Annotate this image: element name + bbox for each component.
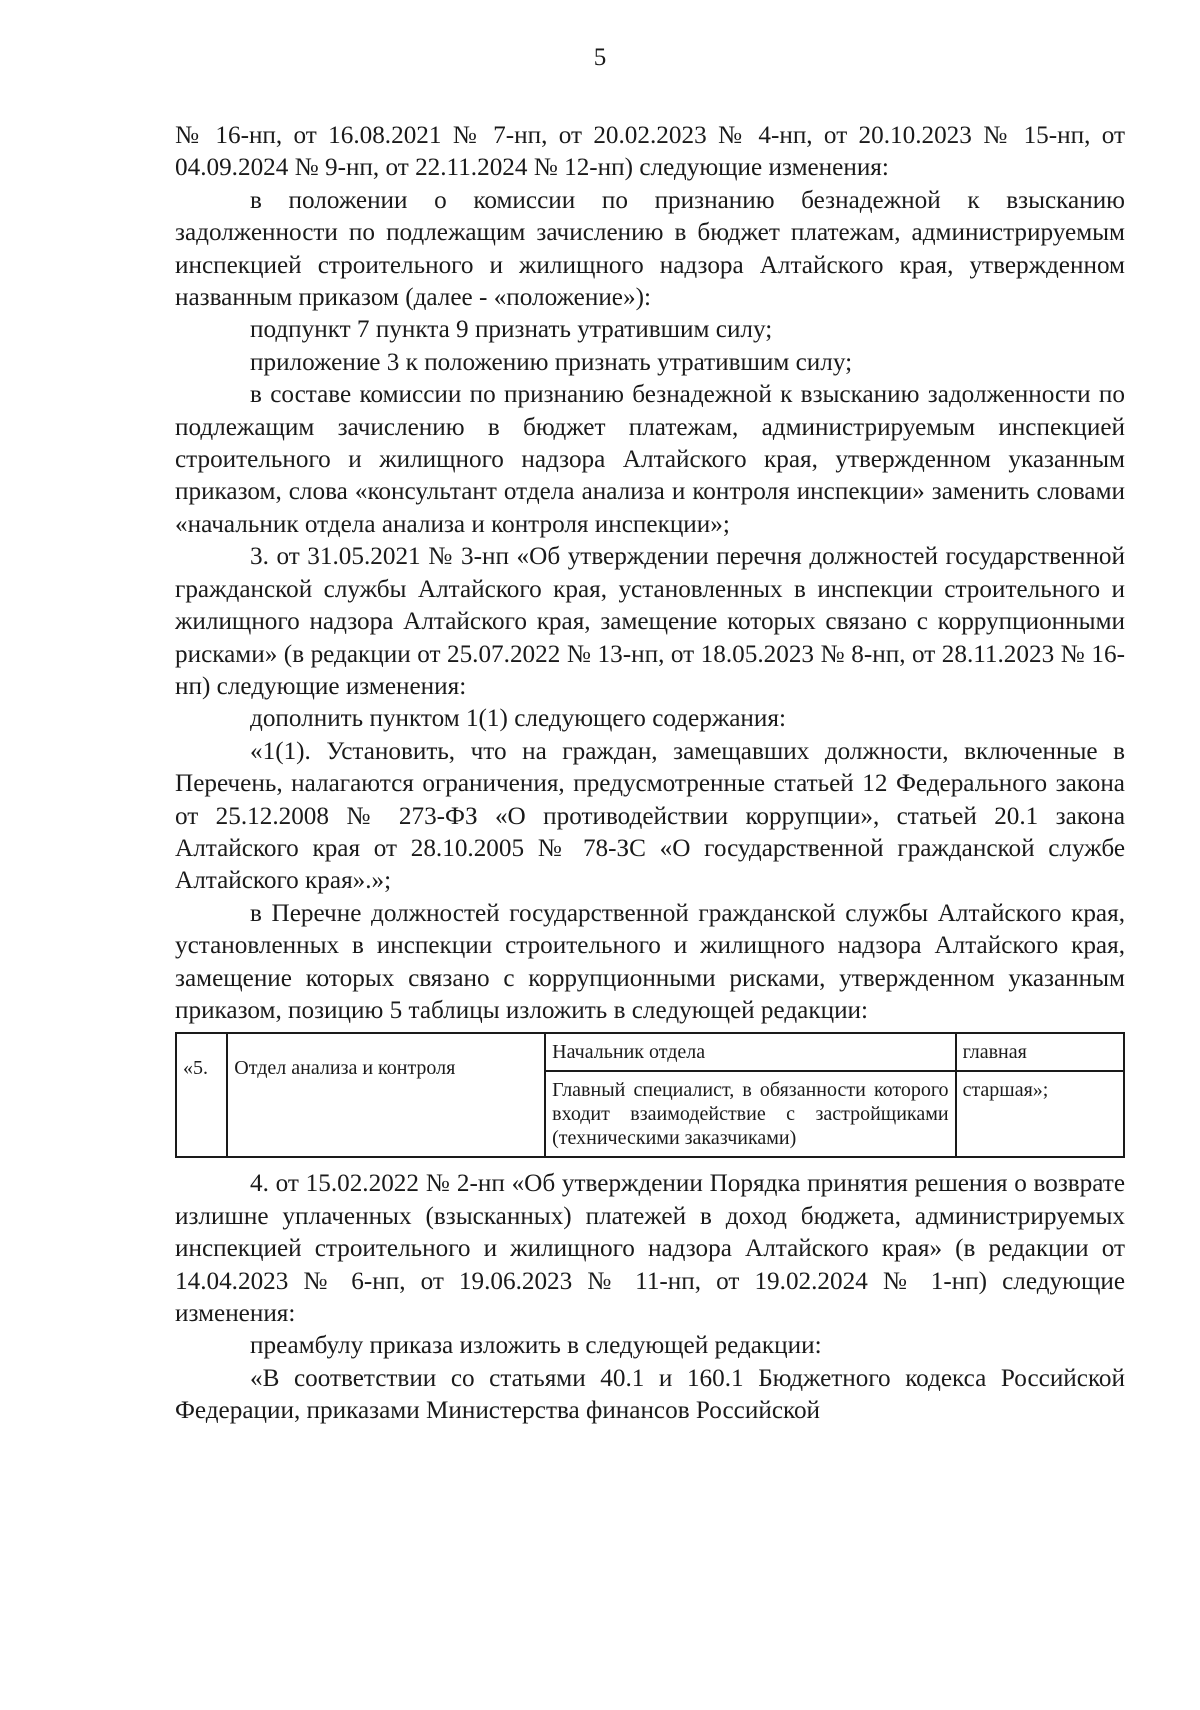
paragraph-subitem-7: подпункт 7 пункта 9 признать утратившим силу; [250,316,773,344]
table-row [176,1033,1124,1071]
table-cell-number: «5. [176,1033,227,1157]
document-body [175,120,1125,1428]
paragraph-quote-1-1: «1(1). Установить, что на граждан, замещавших должности, включенные в Перечень, налагаются ограничения, предусмотренные статьей 12 Федерального закона от 25.12.2008 № 273-ФЗ «О противодействии коррупции», статьей 20.1 закона Алтайского края от 28.10.2005 № 78-ЗС «О государственной гражданской службе Алтайского края».»; [175,737,1125,895]
paragraph-list-position-5: в Перечне должностей государственной гражданской службы Алтайского края, установленных в инспекции строительного и жилищного надзора Алтайского края, замещение которых связано с коррупционными рисками, утвержденном указанным приказом, позицию 5 таблицы изложить в следующей редакции: [175,899,1125,1024]
table-cell-group: главная [956,1033,1124,1071]
paragraph-continuation: № 16-нп, от 16.08.2021 № 7-нп, от 20.02.2023 № 4-нп, от 20.10.2023 № 15-нп, от 04.09.2024 № 9-нп, от 22.11.2024 № 12-нп) следующие изменения: [175,122,1125,182]
paragraph-item-4: 4. от 15.02.2022 № 2-нп «Об утверждении Порядка принятия решения о возврате излишне уплаченных (взысканных) платежей в доход бюджета, администрируемых инспекцией строительного и жилищного надзора Алтайского края» (в редакции от 14.04.2023 № 6-нп, от 19.06.2023 № 11-нп, от 19.02.2024 № 1-нп) следующие изменения: [175,1170,1125,1327]
paragraph-appendix-3: приложение 3 к положению признать утратившим силу; [250,348,853,376]
table-cell-group: старшая»; [956,1071,1124,1157]
table-cell-position: Главный специалист, в обязанности которого входит взаимодействие с застройщиками (техническими заказчиками) [545,1071,955,1157]
table-cell-position: Начальник отдела [545,1033,955,1071]
paragraph-item-3: 3. от 31.05.2021 № 3-нп «Об утверждении перечня должностей государственной гражданской службы Алтайского края, установленных в инспекции строительного и жилищного надзора Алтайского края, замещение которых связано с коррупционными рисками» (в редакции от 25.07.2022 № 13-нп, от 18.05.2023 № 8-нп, от 28.11.2023 № 16-нп) следующие изменения: [175,543,1125,700]
paragraph-commission-regulation: в положении о комиссии по признанию безнадежной к взысканию задолженности по подлежащим зачислению в бюджет платежам, администрируемым инспекцией строительного и жилищного надзора Алтайского края, утвержденном названным приказом (далее - «положение»): [175,186,1125,312]
position-5-table [175,1032,1125,1158]
table-cell-department: Отдел анализа и контроля [227,1033,545,1157]
page-number: 5 [593,44,607,71]
paragraph-supplement-1-1: дополнить пунктом 1(1) следующего содержания: [250,705,786,733]
paragraph-quote-preamble: «В соответствии со статьями 40.1 и 160.1 Бюджетного кодекса Российской Федерации, приказами Министерства финансов Российской [175,1364,1125,1425]
paragraph-commission-composition: в составе комиссии по признанию безнадежной к взысканию задолженности по подлежащим зачислению в бюджет платежам, администрируемым инспекцией строительного и жилищного надзора Алтайского края, утвержденном указанным приказом, слова «консультант отдела анализа и контроля инспекции» заменить словами «начальник отдела анализа и контроля инспекции»; [175,381,1125,538]
paragraph-preamble: преамбулу приказа изложить в следующей редакции: [250,1332,822,1360]
